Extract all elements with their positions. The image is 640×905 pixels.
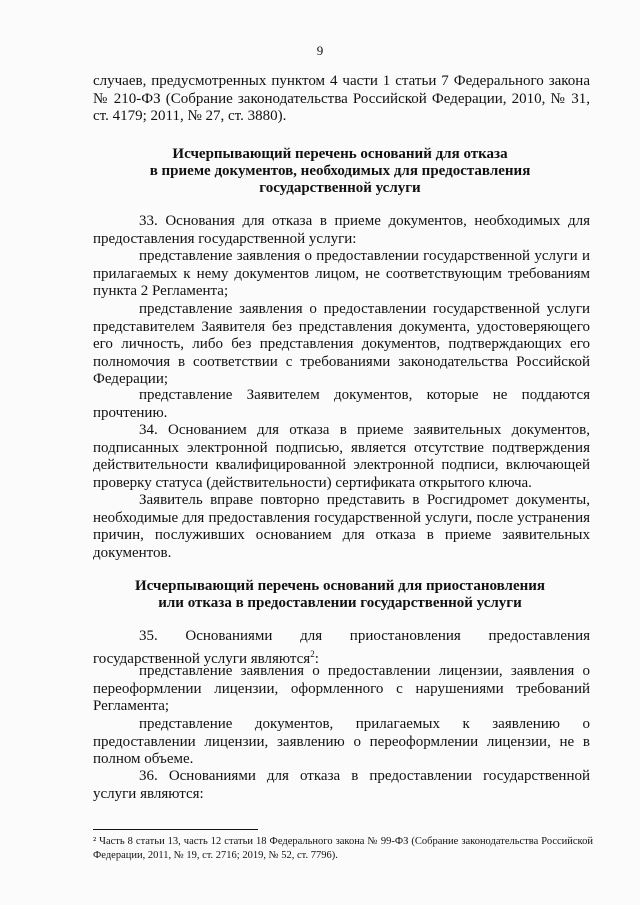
heading-refusal-documents	[80, 146, 600, 197]
heading-line: государственной услуги	[259, 180, 421, 196]
footnote-divider	[93, 829, 258, 830]
page-number: 9	[316, 43, 324, 58]
paragraph-33: 33. Основания для отказа в приеме документов, необходимых для предоставления государственной услуги:	[93, 213, 590, 247]
heading-line: Исчерпывающий перечень оснований для отказа	[172, 146, 508, 162]
paragraph-34: 34. Основанием для отказа в приеме заявительных документов, подписанных электронной подписью, является отсутствие подтверждения действительности квалифицированной электронной подписи, включающей проверку статуса (действительности) сертификата открытого ключа.	[93, 422, 590, 491]
paragraph-35-item-2: представление документов, прилагаемых к заявлению о предоставлении лицензии, заявлению о переоформлении лицензии, не в полном объеме.	[93, 716, 590, 768]
heading-line: в приеме документов, необходимых для предоставления	[149, 163, 531, 179]
heading-line: Исчерпывающий перечень оснований для приостановления	[134, 578, 546, 594]
paragraph-33-item-1: представление заявления о предоставлении государственной услуги и прилагаемых к нему документов лицом, не соответствующим требованиям пункта 2 Регламента;	[93, 248, 590, 300]
paragraph-33-item-2: представление заявления о предоставлении государственной услуги представителем Заявителя без представления документа, удостоверяющего его личность, либо без представления документов, подтверждающих его полномочия в соответствии с требованиями законодательства Российской Федерации;	[93, 301, 590, 388]
heading-line: или отказа в предоставлении государственной услуги	[158, 595, 522, 611]
paragraph-35-text: 35. Основаниями для приостановления предоставления государственной услуги являются	[93, 628, 590, 667]
paragraph-35-item-1: представление заявления о предоставлении лицензии, заявления о переоформлении лицензии, оформленного с нарушениями требований Регламента;	[93, 663, 590, 715]
footnote: ² Часть 8 статьи 13, часть 12 статьи 18 Федерального закона № 99-ФЗ (Собрание законодательства Российской Федерации, 2011, № 19, ст. 2716; 2019, № 52, ст. 7796).	[93, 836, 593, 861]
paragraph-33-item-3: представление Заявителем документов, которые не поддаются прочтению.	[93, 387, 590, 421]
heading-suspension	[80, 578, 600, 612]
footnote-ref: 2	[310, 648, 315, 659]
paragraph-35-colon: :	[314, 650, 319, 667]
paragraph-34-note: Заявитель вправе повторно представить в Росгидромет документы, необходимые для предоставления государственной услуги, после устранения причин, послуживших основанием для отказа в приеме заявительных документов.	[93, 492, 590, 561]
paragraph-36: 36. Основаниями для отказа в предоставлении государственной услуги являются:	[93, 768, 590, 802]
paragraph-continuation: случаев, предусмотренных пунктом 4 части 1 статьи 7 Федерального закона № 210-ФЗ (Собрание законодательства Российской Федерации, 2010, № 31, ст. 4179; 2011, № 27, ст. 3880).	[93, 73, 590, 125]
